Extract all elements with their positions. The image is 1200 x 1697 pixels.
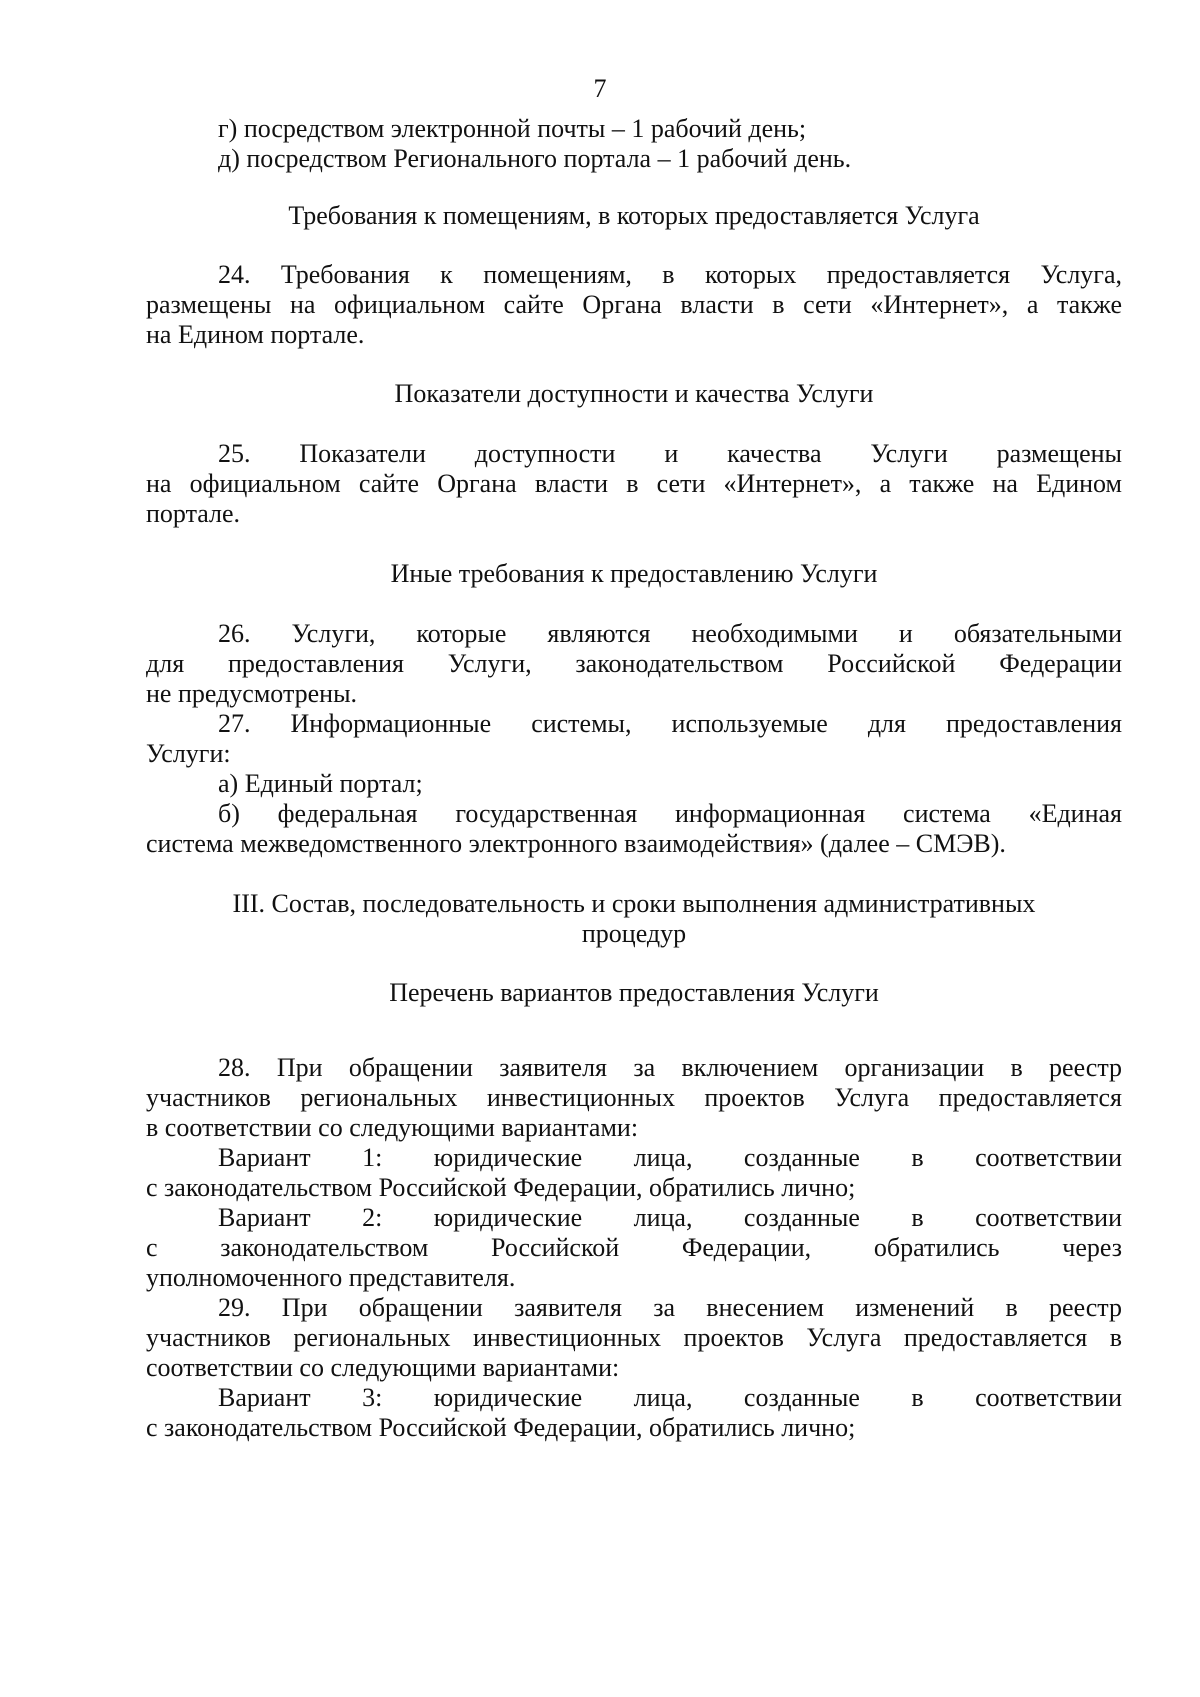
paragraph-24-line: на Едином портале.: [146, 320, 365, 349]
variant-3-line: с законодательством Российской Федерации, обратились лично;: [146, 1413, 856, 1442]
variant-1-line: Вариант 1: юридические лица, созданные в соответствии: [218, 1143, 1122, 1172]
variant-2-line: Вариант 2: юридические лица, созданные в соответствии: [218, 1203, 1122, 1232]
paragraph-27-line: 27. Информационные системы, используемые для предоставления: [218, 709, 1122, 738]
paragraph-26-line: 26. Услуги, которые являются необходимыми и обязательными: [218, 619, 1122, 648]
paragraph-24-line: размещены на официальном сайте Органа власти в сети «Интернет», а также: [146, 290, 1122, 319]
paragraph-25-line: 25. Показатели доступности и качества Услуги размещены: [218, 439, 1122, 468]
paragraph-26-line: не предусмотрены.: [146, 679, 358, 708]
paragraph-27-line: Услуги:: [146, 739, 231, 768]
paragraph-29-line: соответствии со следующими вариантами:: [146, 1353, 620, 1382]
list-item-a: а) Единый портал;: [218, 769, 423, 798]
chapter-heading-line: процедур: [581, 919, 687, 948]
paragraph-24-line: 24. Требования к помещениям, в которых предоставляется Услуга,: [218, 260, 1122, 289]
section-heading-premises: Требования к помещениям, в которых предоставляется Услуга: [288, 201, 980, 230]
intro-item-d: д) посредством Регионального портала – 1 рабочий день.: [218, 144, 852, 173]
paragraph-29-line: участников региональных инвестиционных проектов Услуга предоставляется в: [146, 1323, 1122, 1352]
paragraph-26-line: для предоставления Услуги, законодательством Российской Федерации: [146, 649, 1122, 678]
variant-2-line: уполномоченного представителя.: [146, 1263, 516, 1292]
paragraph-28-line: в соответствии со следующими вариантами:: [146, 1113, 639, 1142]
section-heading-variants: Перечень вариантов предоставления Услуги: [389, 978, 879, 1007]
paragraph-28-line: 28. При обращении заявителя за включением организации в реестр: [218, 1053, 1122, 1082]
list-item-b-line: система межведомственного электронного взаимодействия» (далее – СМЭВ).: [146, 829, 1006, 858]
list-item-b-line: б) федеральная государственная информационная система «Единая: [218, 799, 1122, 828]
section-heading-quality: Показатели доступности и качества Услуги: [394, 379, 874, 408]
paragraph-28-line: участников региональных инвестиционных проектов Услуга предоставляется: [146, 1083, 1122, 1112]
variant-3-line: Вариант 3: юридические лица, созданные в соответствии: [218, 1383, 1122, 1412]
variant-2-line: с законодательством Российской Федерации, обратились через: [146, 1233, 1122, 1262]
paragraph-25-line: на официальном сайте Органа власти в сети «Интернет», а также на Едином: [146, 469, 1122, 498]
section-heading-other: Иные требования к предоставлению Услуги: [390, 559, 878, 588]
chapter-heading-line: III. Состав, последовательность и сроки выполнения административных: [232, 889, 1036, 918]
intro-item-g: г) посредством электронной почты – 1 рабочий день;: [218, 114, 807, 143]
paragraph-25-line: портале.: [146, 499, 241, 528]
paragraph-29-line: 29. При обращении заявителя за внесением изменений в реестр: [218, 1293, 1122, 1322]
variant-1-line: с законодательством Российской Федерации, обратились лично;: [146, 1173, 856, 1202]
page-number: 7: [593, 74, 607, 103]
